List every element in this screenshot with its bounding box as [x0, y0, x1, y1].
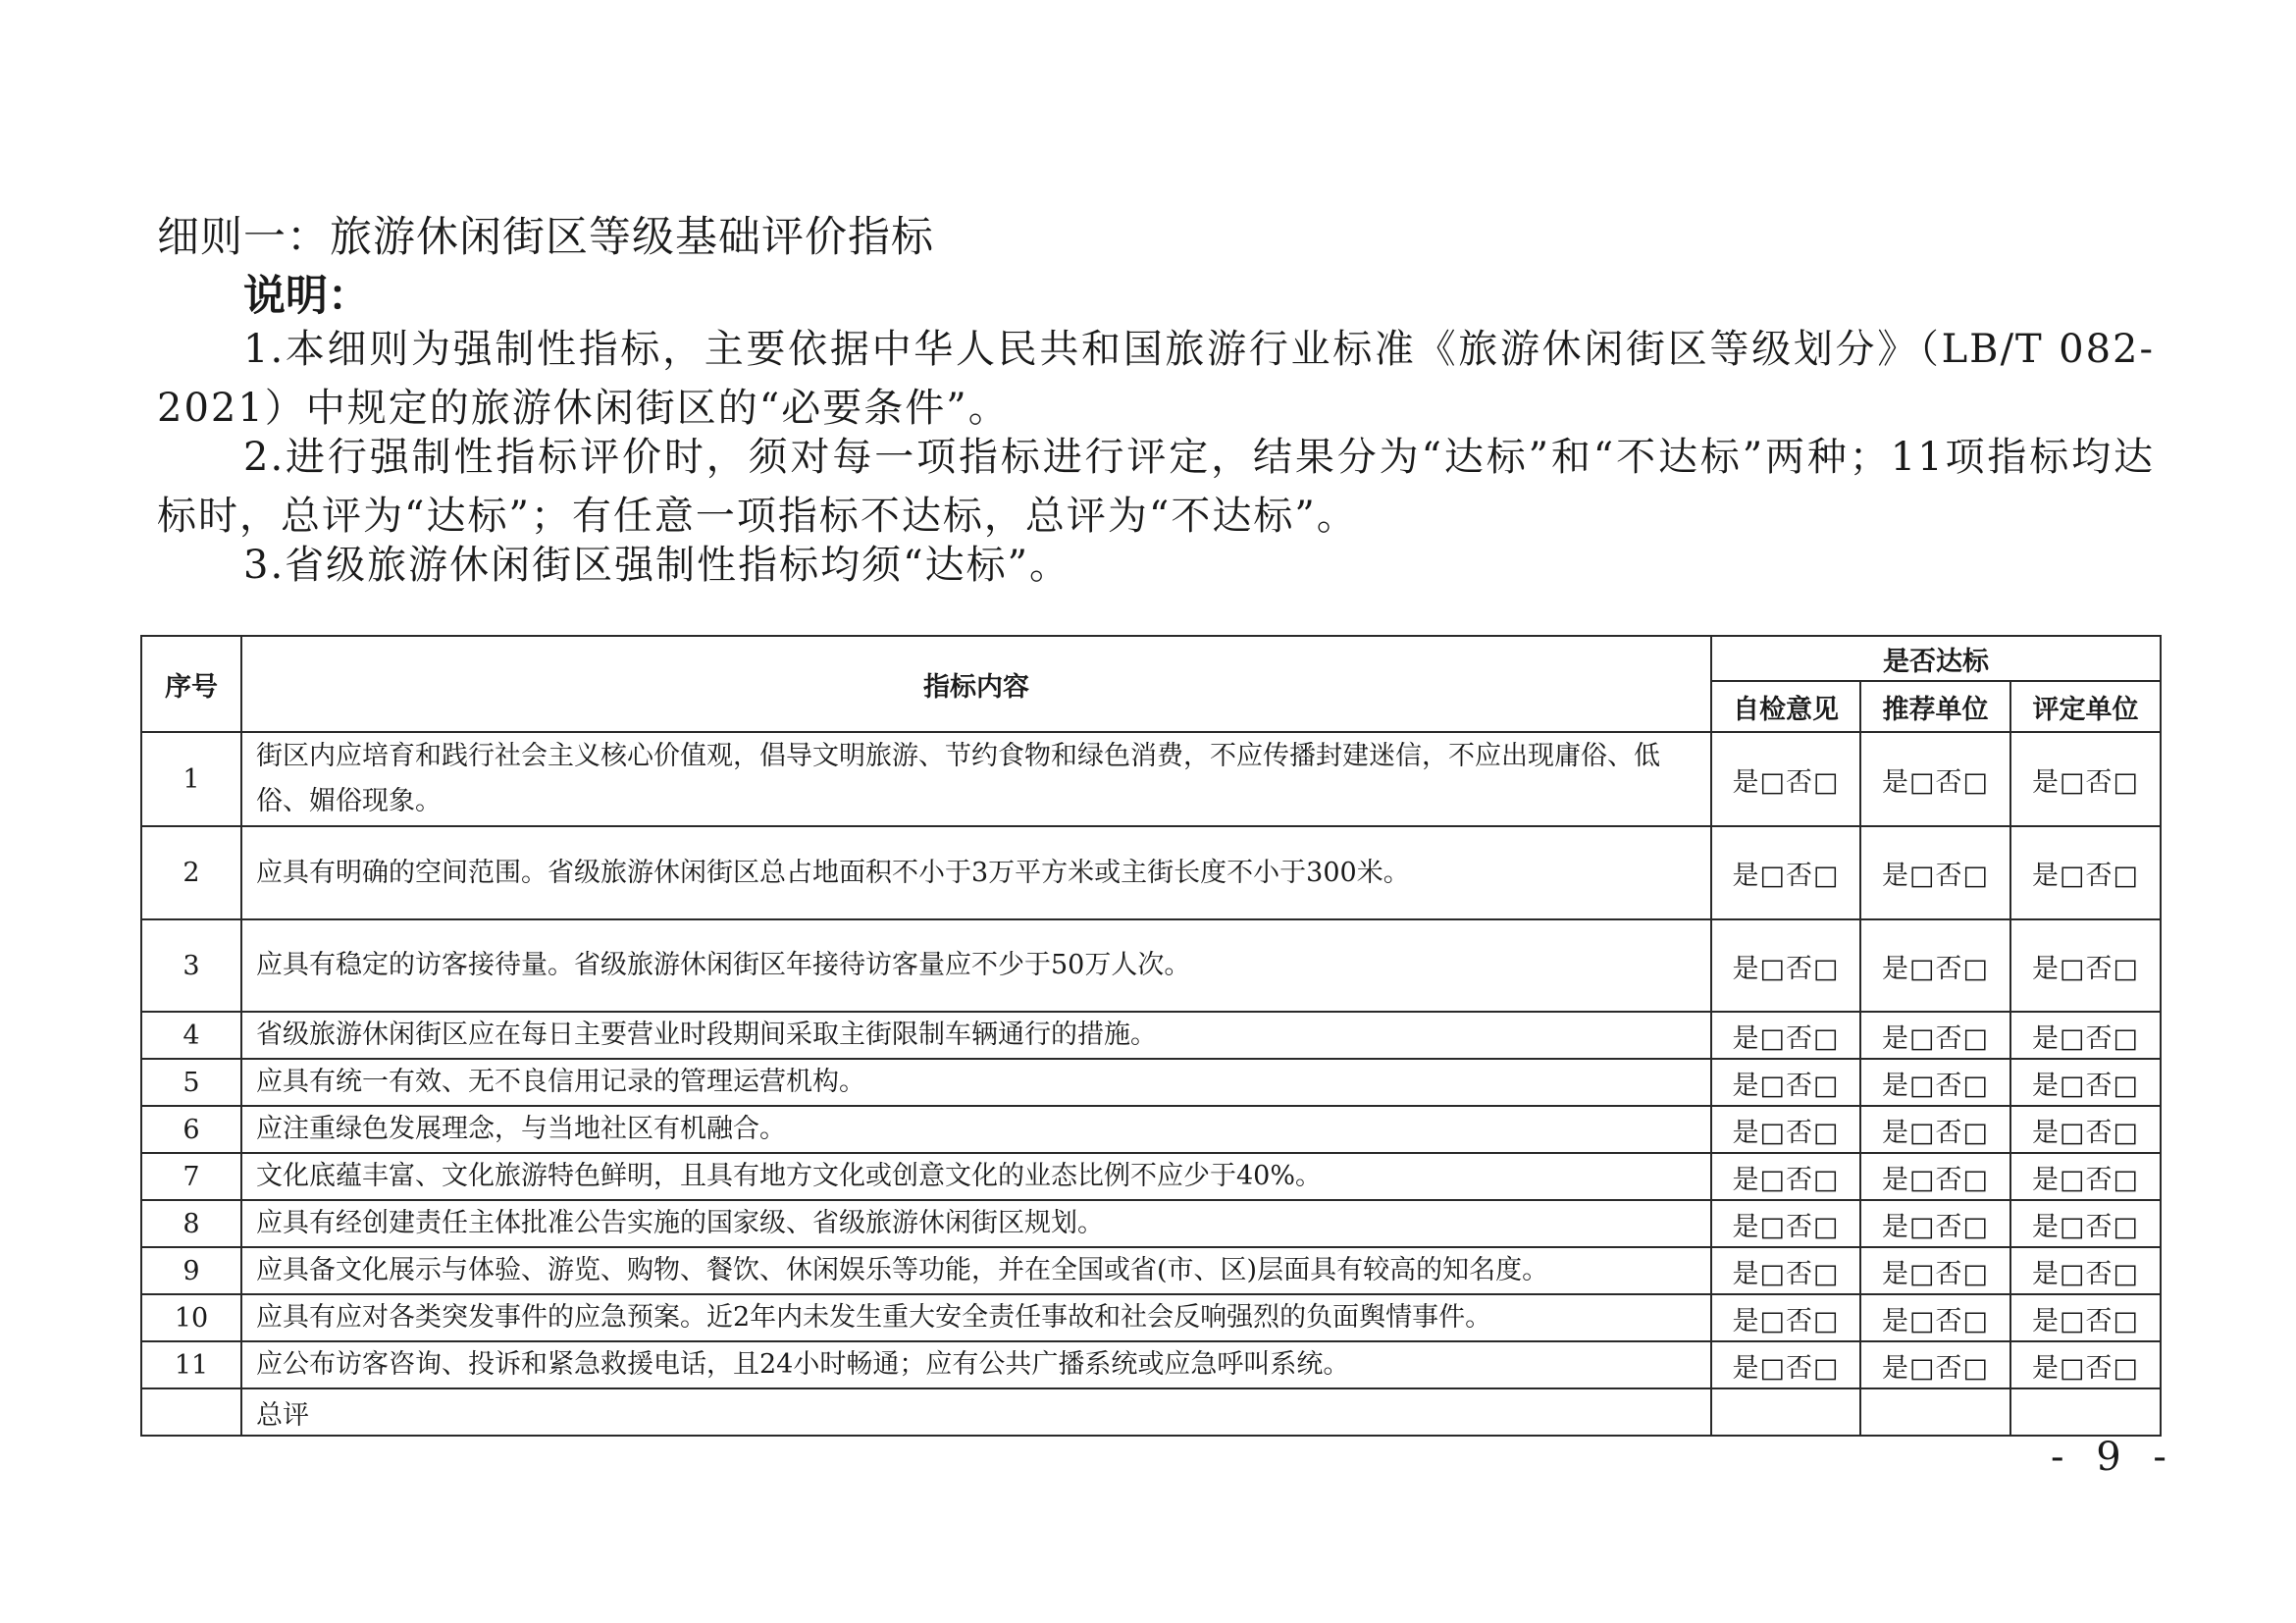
checkbox-recommender[interactable]: 是□否□: [1860, 919, 2010, 1012]
checkbox-recommender[interactable]: 是□否□: [1860, 732, 2010, 826]
row-number: 3: [141, 919, 241, 1012]
checkbox-evaluator[interactable]: 是□否□: [2010, 1106, 2161, 1153]
table-row: [141, 1012, 2161, 1059]
checkbox-self-check[interactable]: 是□否□: [1711, 826, 1860, 919]
page-heading: 细则一：旅游休闲街区等级基础评价指标: [157, 213, 934, 262]
checkbox-self-check[interactable]: 是□否□: [1711, 1106, 1860, 1153]
checkbox-evaluator[interactable]: 是□否□: [2010, 1200, 2161, 1247]
table-row: [141, 1247, 2161, 1294]
note-paragraph-1: 1.本细则为强制性指标，主要依据中华人民共和国旅游行业标准《旅游休闲街区等级划分》（LB/T 082-2021）中规定的旅游休闲街区的“必要条件”。: [157, 327, 2155, 431]
row-content: 应具有统一有效、无不良信用记录的管理运营机构。: [241, 1059, 1711, 1106]
total-seq-cell: [141, 1388, 241, 1436]
note-label: 说明：: [243, 272, 370, 321]
note-paragraph-2: 2.进行强制性指标评价时，须对每一项指标进行评定，结果分为“达标”和“不达标”两种；11项指标均达标时，总评为“达标”；有任意一项指标不达标，总评为“不达标”。: [157, 435, 2155, 539]
total-evaluator[interactable]: [2010, 1388, 2161, 1436]
note-paragraph-3: 3.省级旅游休闲街区强制性指标均须“达标”。: [243, 543, 1071, 588]
row-content: 文化底蕴丰富、文化旅游特色鲜明，且具有地方文化或创意文化的业态比例不应少于40%。: [241, 1153, 1711, 1200]
row-number: 6: [141, 1106, 241, 1153]
checkbox-recommender[interactable]: 是□否□: [1860, 1012, 2010, 1059]
checkbox-self-check[interactable]: 是□否□: [1711, 1200, 1860, 1247]
checkbox-evaluator[interactable]: 是□否□: [2010, 1341, 2161, 1388]
row-number: 1: [141, 732, 241, 826]
header-self-check: 自检意见: [1711, 681, 1860, 732]
checkbox-self-check[interactable]: 是□否□: [1711, 1059, 1860, 1106]
checkbox-self-check[interactable]: 是□否□: [1711, 732, 1860, 826]
checkbox-self-check[interactable]: 是□否□: [1711, 1341, 1860, 1388]
total-recommender[interactable]: [1860, 1388, 2010, 1436]
row-content: 应具有明确的空间范围。省级旅游休闲街区总占地面积不小于3万平方米或主街长度不小于300米。: [241, 826, 1711, 919]
row-content: 应注重绿色发展理念，与当地社区有机融合。: [241, 1106, 1711, 1153]
table-row: [141, 1153, 2161, 1200]
row-content: 应公布访客咨询、投诉和紧急救援电话，且24小时畅通；应有公共广播系统或应急呼叫系统。: [241, 1341, 1711, 1388]
checkbox-evaluator[interactable]: 是□否□: [2010, 1059, 2161, 1106]
row-content: 省级旅游休闲街区应在每日主要营业时段期间采取主街限制车辆通行的措施。: [241, 1012, 1711, 1059]
row-content: 街区内应培育和践行社会主义核心价值观，倡导文明旅游、节约食物和绿色消费，不应传播封建迷信，不应出现庸俗、低俗、媚俗现象。: [241, 732, 1711, 826]
row-number: 4: [141, 1012, 241, 1059]
checkbox-evaluator[interactable]: 是□否□: [2010, 1247, 2161, 1294]
checkbox-self-check[interactable]: 是□否□: [1711, 1012, 1860, 1059]
checkbox-evaluator[interactable]: 是□否□: [2010, 732, 2161, 826]
checkbox-recommender[interactable]: 是□否□: [1860, 1341, 2010, 1388]
row-number: 9: [141, 1247, 241, 1294]
checkbox-self-check[interactable]: 是□否□: [1711, 919, 1860, 1012]
checkbox-self-check[interactable]: 是□否□: [1711, 1153, 1860, 1200]
header-content: 指标内容: [241, 636, 1711, 732]
header-evaluator: 评定单位: [2010, 681, 2161, 732]
table-row: [141, 1106, 2161, 1153]
evaluation-table: [140, 635, 2162, 1437]
checkbox-evaluator[interactable]: 是□否□: [2010, 826, 2161, 919]
checkbox-evaluator[interactable]: 是□否□: [2010, 1012, 2161, 1059]
checkbox-evaluator[interactable]: 是□否□: [2010, 919, 2161, 1012]
checkbox-recommender[interactable]: 是□否□: [1860, 1294, 2010, 1341]
checkbox-self-check[interactable]: 是□否□: [1711, 1247, 1860, 1294]
header-recommender: 推荐单位: [1860, 681, 2010, 732]
row-content: 应具有应对各类突发事件的应急预案。近2年内未发生重大安全责任事故和社会反响强烈的负面舆情事件。: [241, 1294, 1711, 1341]
checkbox-recommender[interactable]: 是□否□: [1860, 1247, 2010, 1294]
checkbox-evaluator[interactable]: 是□否□: [2010, 1153, 2161, 1200]
table-row: [141, 919, 2161, 1012]
checkbox-evaluator[interactable]: 是□否□: [2010, 1294, 2161, 1341]
row-number: 10: [141, 1294, 241, 1341]
table-row: [141, 826, 2161, 919]
total-label: 总评: [241, 1388, 1711, 1436]
header-compliance: 是否达标: [1711, 636, 2161, 681]
page-number: - 9 -: [2051, 1435, 2176, 1480]
row-number: 5: [141, 1059, 241, 1106]
table-row: [141, 1294, 2161, 1341]
checkbox-recommender[interactable]: 是□否□: [1860, 1059, 2010, 1106]
table-row: [141, 1200, 2161, 1247]
row-number: 11: [141, 1341, 241, 1388]
table-row: [141, 1341, 2161, 1388]
checkbox-recommender[interactable]: 是□否□: [1860, 1153, 2010, 1200]
row-number: 7: [141, 1153, 241, 1200]
total-self-check[interactable]: [1711, 1388, 1860, 1436]
total-row: [141, 1388, 2161, 1436]
row-content: 应具有稳定的访客接待量。省级旅游休闲街区年接待访客量应不少于50万人次。: [241, 919, 1711, 1012]
row-content: 应具有经创建责任主体批准公告实施的国家级、省级旅游休闲街区规划。: [241, 1200, 1711, 1247]
checkbox-recommender[interactable]: 是□否□: [1860, 826, 2010, 919]
row-number: 8: [141, 1200, 241, 1247]
table-row: [141, 1059, 2161, 1106]
checkbox-self-check[interactable]: 是□否□: [1711, 1294, 1860, 1341]
table-row: [141, 732, 2161, 826]
row-number: 2: [141, 826, 241, 919]
header-seq: 序号: [141, 636, 241, 732]
checkbox-recommender[interactable]: 是□否□: [1860, 1106, 2010, 1153]
checkbox-recommender[interactable]: 是□否□: [1860, 1200, 2010, 1247]
row-content: 应具备文化展示与体验、游览、购物、餐饮、休闲娱乐等功能，并在全国或省(市、区)层面具有较高的知名度。: [241, 1247, 1711, 1294]
